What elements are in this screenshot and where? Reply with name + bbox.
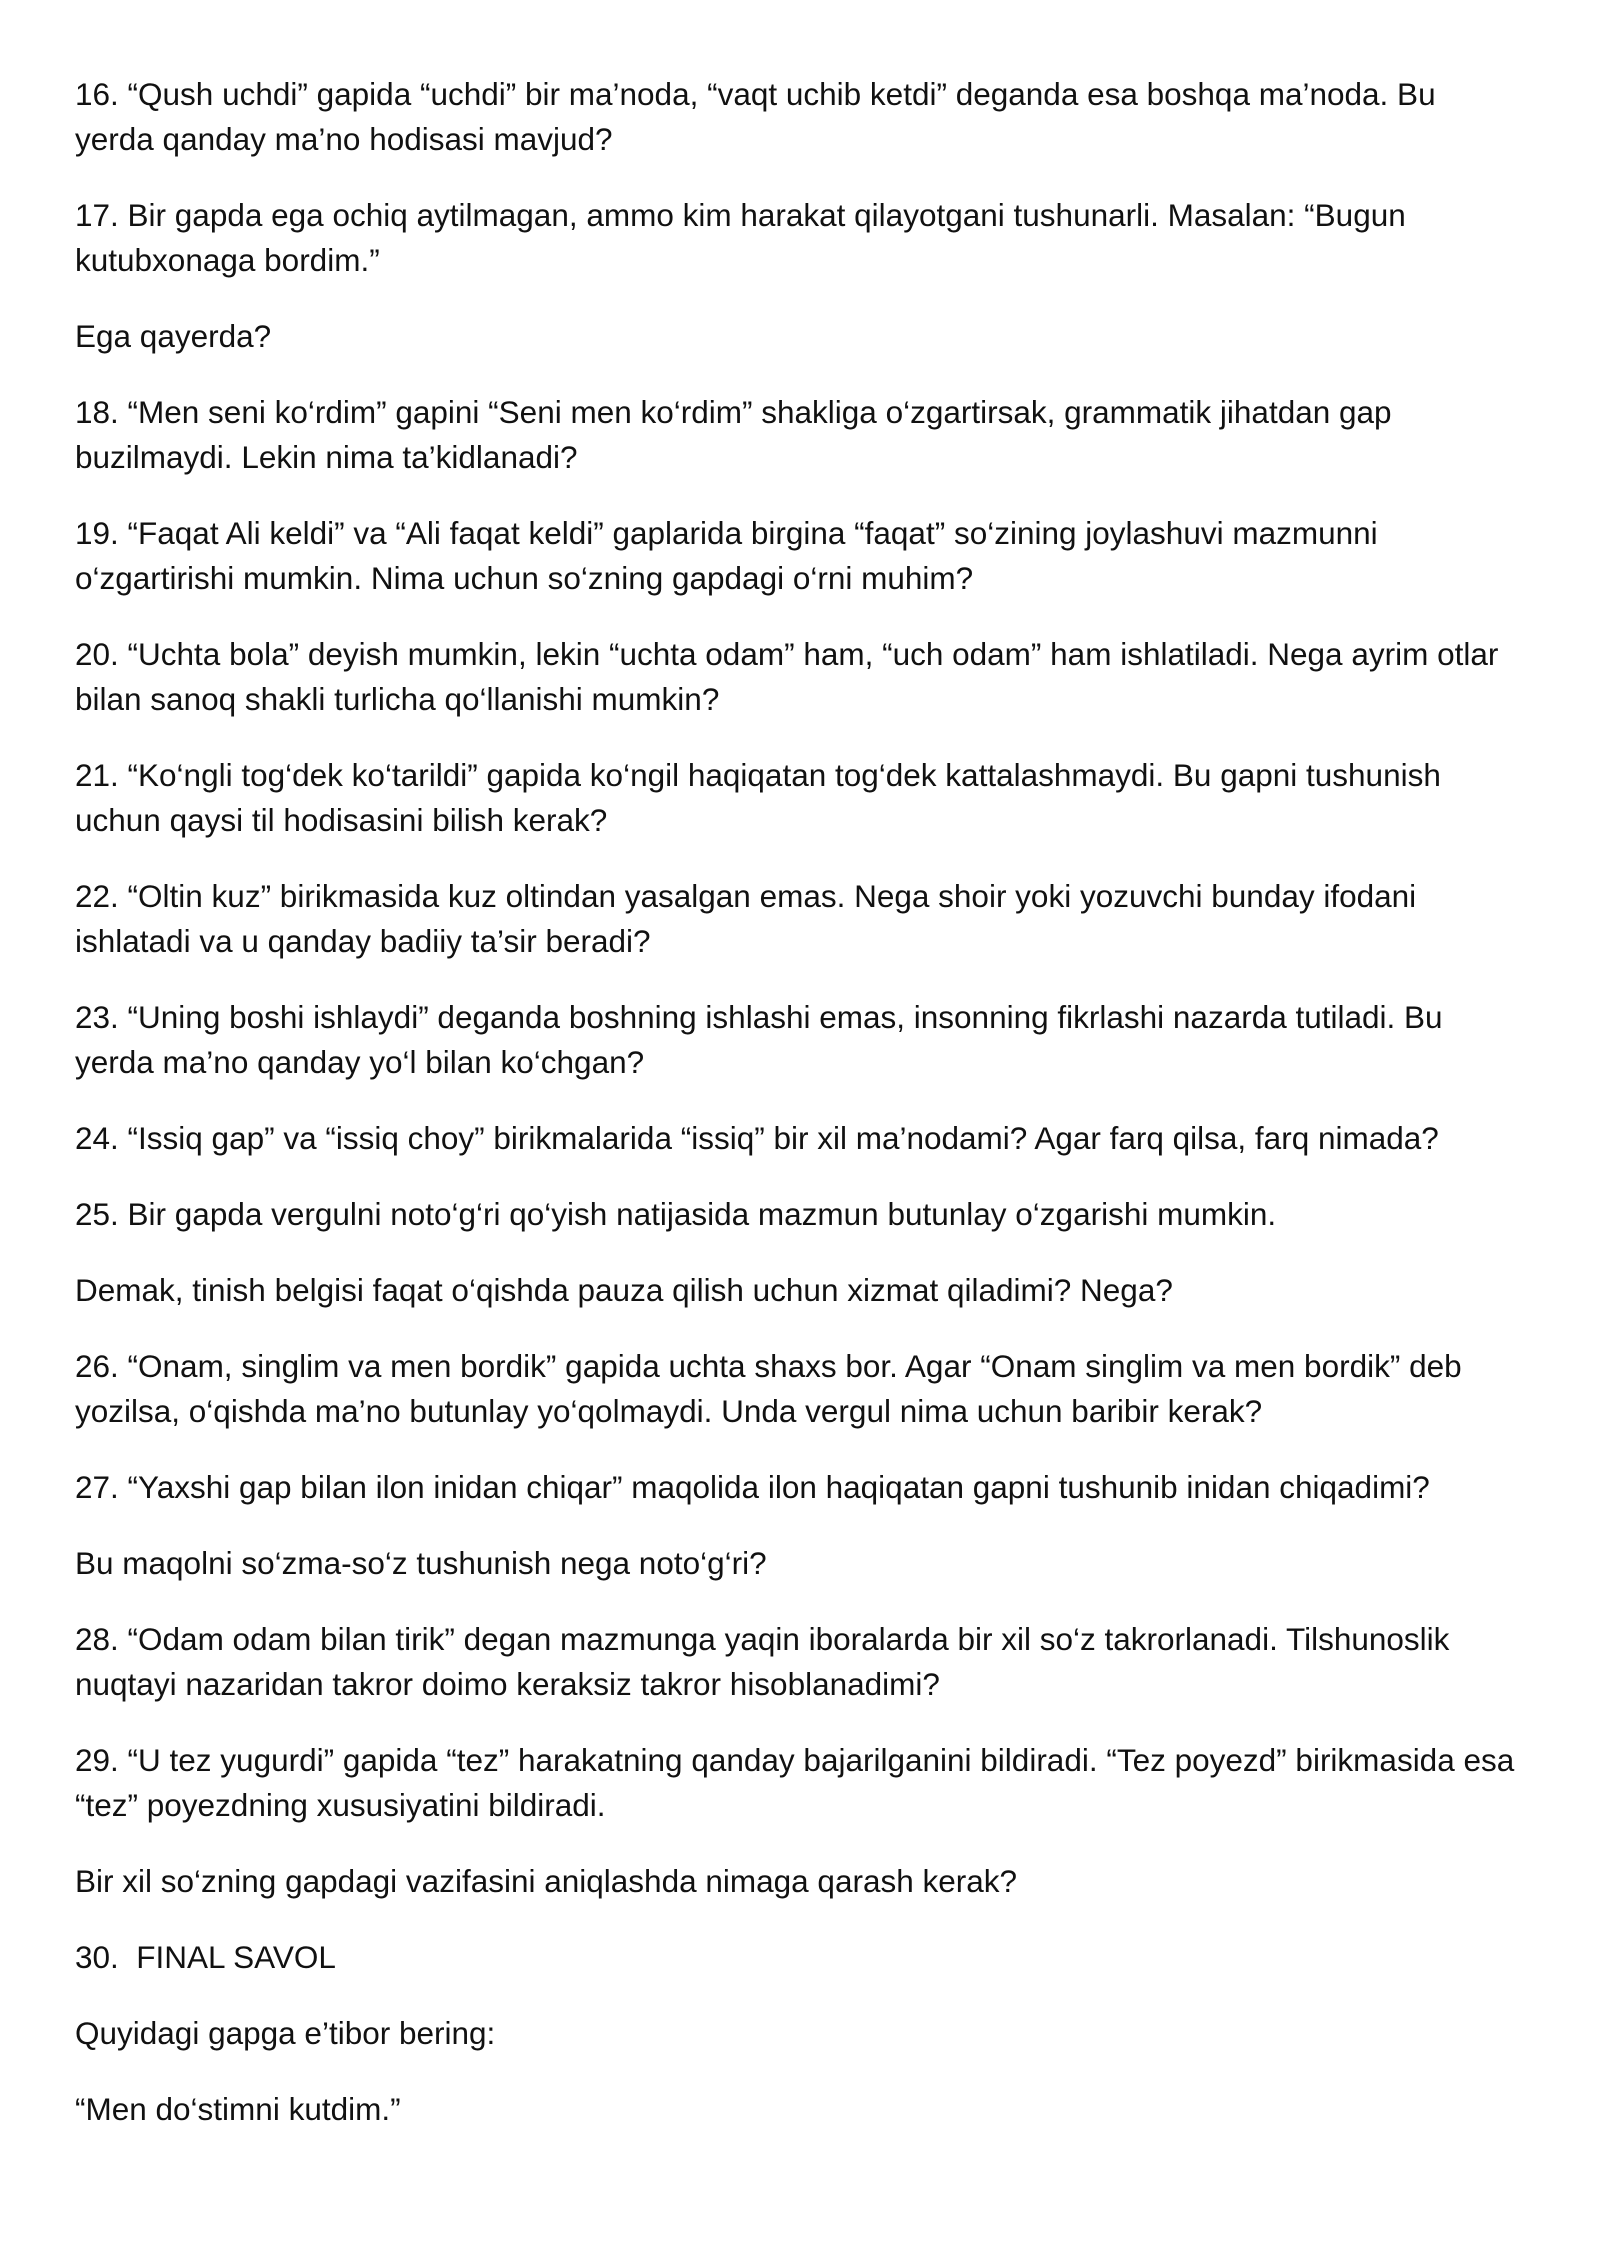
question-25-followup: Demak, tinish belgisi faqat o‘qishda pauza qilish uchun xizmat qiladimi? Nega? — [75, 1272, 1173, 1308]
question-30-sentence: “Men do‘stimni kutdim.” — [75, 2091, 401, 2127]
question-29-followup: Bir xil so‘zning gapdagi vazifasini aniqlashda nimaga qarash kerak? — [75, 1863, 1018, 1899]
question-26: 26. “Onam, singlim va men bordik” gapida uchta shaxs bor. Agar “Onam singlim va men bordik” deb yozilsa, o‘qishda ma’no butunlay yo‘qolmaydi. Unda vergul nima uchun baribir kerak? — [75, 1348, 1471, 1429]
question-17: 17. Bir gapda ega ochiq aytilmagan, ammo kim harakat qilayotgani tushunarli. Masalan: “Bugun kutubxonaga bordim.” — [75, 197, 1415, 278]
question-27: 27. “Yaxshi gap bilan ilon inidan chiqar” maqolida ilon haqiqatan gapni tushunib inidan chiqadimi? — [75, 1469, 1430, 1505]
question-19: 19. “Faqat Ali keldi” va “Ali faqat keldi” gaplarida birgina “faqat” so‘zining joylashuvi mazmunni o‘zgartirishi mumkin. Nima uchun so‘zning gapdagi o‘rni muhim? — [75, 515, 1387, 596]
question-28: 28. “Odam odam bilan tirik” degan mazmunga yaqin iboralarda bir xil so‘z takrorlanadi. Tilshunoslik nuqtayi nazaridan takror doimo keraksiz takror hisoblanadimi? — [75, 1621, 1459, 1702]
question-16: 16. “Qush uchdi” gapida “uchdi” bir ma’noda, “vaqt uchib ketdi” deganda esa boshqa ma’noda. Bu yerda qanday ma’no hodisasi mavjud? — [75, 76, 1445, 157]
question-29: 29. “U tez yugurdi” gapida “tez” harakatning qanday bajarilganini bildiradi. “Tez poyezd” birikmasida esa “tez” poyezdning xususiyatini bildiradi. — [75, 1742, 1524, 1823]
question-25: 25. Bir gapda vergulni noto‘g‘ri qo‘yish natijasida mazmun butunlay o‘zgarishi mumkin. — [75, 1196, 1277, 1232]
question-27-followup: Bu maqolni so‘zma-so‘z tushunish nega noto‘g‘ri? — [75, 1545, 767, 1581]
question-17-followup: Ega qayerda? — [75, 318, 272, 354]
question-18: 18. “Men seni ko‘rdim” gapini “Seni men ko‘rdim” shakliga o‘zgartirsak, grammatik jihatdan gap buzilmaydi. Lekin nima ta’kidlanadi? — [75, 394, 1401, 475]
question-30-heading: 30. FINAL SAVOL — [75, 1939, 336, 1975]
question-23: 23. “Uning boshi ishlaydi” deganda boshning ishlashi emas, insonning fikrlashi nazarda tutiladi. Bu yerda ma’no qanday yo‘l bilan ko‘chgan? — [75, 999, 1452, 1080]
question-20: 20. “Uchta bola” deyish mumkin, lekin “uchta odam” ham, “uch odam” ham ishlatiladi. Nega ayrim otlar bilan sanoq shakli turlicha qo‘llanishi mumkin? — [75, 636, 1508, 717]
question-24: 24. “Issiq gap” va “issiq choy” birikmalarida “issiq” bir xil ma’nodami? Agar farq qilsa, farq nimada? — [75, 1120, 1439, 1156]
question-22: 22. “Oltin kuz” birikmasida kuz oltindan yasalgan emas. Nega shoir yoki yozuvchi bunday ifodani ishlatadi va u qanday badiiy ta’sir beradi? — [75, 878, 1425, 959]
question-30-instruction: Quyidagi gapga e’tibor bering: — [75, 2015, 496, 2051]
question-21: 21. “Ko‘ngli tog‘dek ko‘tarildi” gapida ko‘ngil haqiqatan tog‘dek kattalashmaydi. Bu gapni tushunish uchun qaysi til hodisasini bilish kerak? — [75, 757, 1450, 838]
